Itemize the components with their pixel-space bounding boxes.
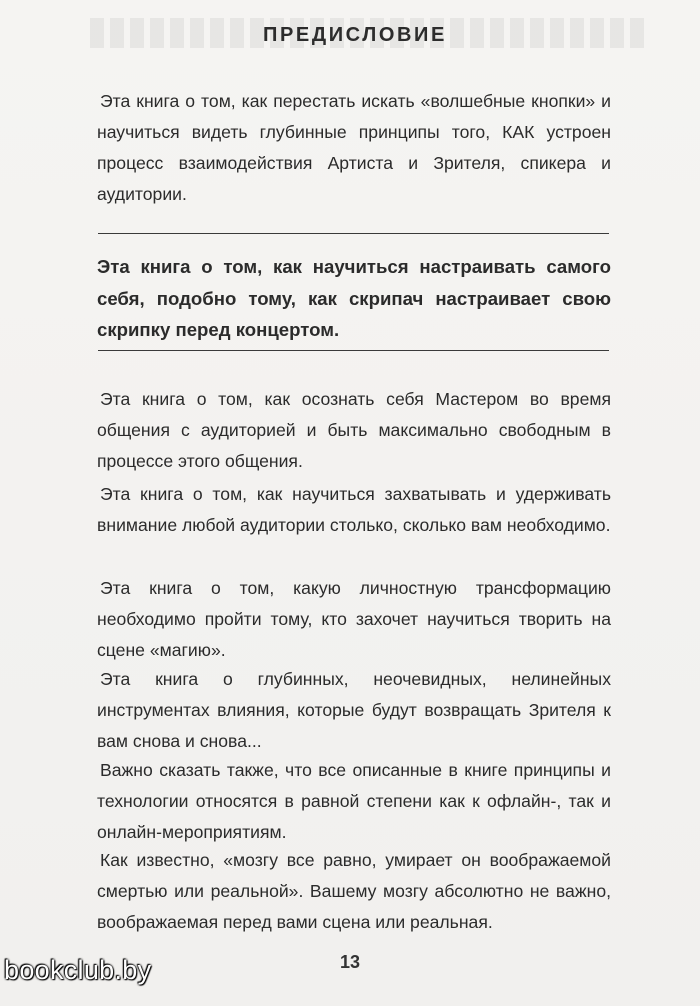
paragraph-1 — [97, 384, 611, 477]
paragraph-6 — [97, 845, 611, 938]
page-number: 13 — [339, 952, 361, 972]
paragraph-text: Как известно, «мозгу все равно, умирает он воображаемой смертью или реальной». Вашему мозгу абсолютно не важно, воображаемая перед вами сцена или реальная. — [97, 850, 611, 932]
watermark: bookclub.by — [4, 955, 152, 985]
paragraph-2 — [97, 479, 611, 541]
paragraph-text: Эта книга о том, как осознать себя Мастером во время общения с аудиторией и быть максимально свободным в процессе этого общения. — [97, 389, 611, 471]
paragraph-text: Эта книга о глубинных, неочевидных, нелинейных инструментах влияния, которые будут возвращать Зрителя к вам снова и снова... — [97, 669, 611, 751]
intro-paragraph — [97, 86, 611, 210]
callout-top-rule — [98, 233, 609, 234]
intro-text: Эта книга о том, как перестать искать «волшебные кнопки» и научиться видеть глубинные принципы того, КАК устроен процесс взаимодействия Артиста и Зрителя, спикера и аудитории. — [97, 91, 611, 204]
paragraph-5 — [97, 755, 611, 848]
paragraph-4 — [97, 664, 611, 757]
paragraph-text: Важно сказать также, что все описанные в книге принципы и технологии относятся в равной степени как к офлайн-, так и онлайн-мероприятиям. — [97, 760, 611, 842]
paragraph-text: Эта книга о том, какую личностную трансформацию необходимо пройти тому, кто захочет научиться творить на сцене «магию». — [97, 578, 611, 660]
callout-text: Эта книга о том, как научиться настраивать самого себя, подобно тому, как скрипач настраивает свою скрипку перед концертом. — [97, 256, 611, 340]
paragraph-text: Эта книга о том, как научиться захватывать и удерживать внимание любой аудитории столько, сколько вам необходимо. — [97, 484, 611, 535]
page-title: ПРЕДИСЛОВИЕ — [263, 24, 447, 46]
paragraph-3 — [97, 573, 611, 666]
callout-bottom-rule — [98, 350, 609, 351]
